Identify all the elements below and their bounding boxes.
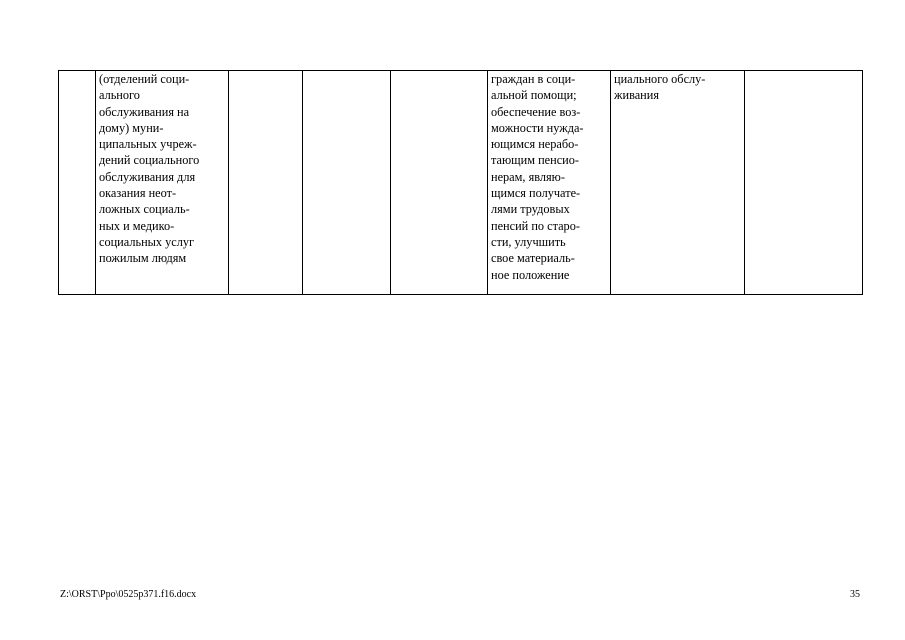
cell-text-line: ложных социаль-: [99, 202, 190, 217]
table-cell-col-3: [229, 71, 303, 295]
table-cell-col-4: [303, 71, 391, 295]
cell-text-line: ющимся нерабо-: [491, 137, 579, 152]
cell-text-line: живания: [614, 88, 659, 103]
page-number: 35: [850, 589, 860, 600]
cell-text-line: альной помощи;: [491, 88, 577, 103]
cell-text-line: циального обслу-: [614, 72, 706, 86]
table-cell-col-2: [96, 71, 229, 295]
table-cell-col-5: [391, 71, 488, 295]
cell-text-line: свое материаль-: [491, 251, 575, 266]
cell-text-line: обеспечение воз-: [491, 104, 581, 119]
cell-text-line: граждан в соци-: [491, 72, 576, 86]
cell-text-line: ального: [99, 88, 140, 103]
cell-text-line: ное положение: [491, 267, 570, 282]
cell-text-line: обслуживания на: [99, 104, 190, 119]
cell-text-line: сти, улучшить: [491, 234, 566, 249]
table-cell-col-1: [59, 71, 96, 295]
table-cell-col-6: [488, 71, 611, 295]
cell-text-line: можности нужда-: [491, 120, 584, 135]
cell-text-line: пенсий по старо-: [491, 218, 580, 233]
table-cell-col-8: [745, 71, 863, 295]
cell-text-line: тающим пенсио-: [491, 153, 579, 168]
cell-text-line: нерам, являю-: [491, 169, 565, 184]
cell-text-line: (отделений соци-: [99, 72, 190, 86]
cell-text-line: щимся получате-: [491, 186, 581, 201]
table-cell-col-7: [611, 71, 745, 295]
cell-text-line: дений социального: [99, 153, 200, 168]
cell-text-line: лями трудовых: [491, 202, 570, 217]
cell-text-line: ципальных учреж-: [99, 137, 197, 152]
cell-text-line: оказания неот-: [99, 186, 177, 201]
document-table: [58, 70, 863, 295]
table-row: [59, 71, 863, 295]
document-table-container: [58, 70, 863, 295]
cell-text-line: обслуживания для: [99, 169, 196, 184]
cell-text-line: социальных услуг: [99, 234, 195, 249]
footer-file-path: Z:\ORST\Ppo\0525p371.f16.docx: [60, 589, 197, 600]
cell-text-line: ных и медико-: [99, 218, 175, 233]
cell-text-line: пожилым людям: [99, 251, 187, 266]
cell-text-line: дому) муни-: [99, 120, 164, 135]
